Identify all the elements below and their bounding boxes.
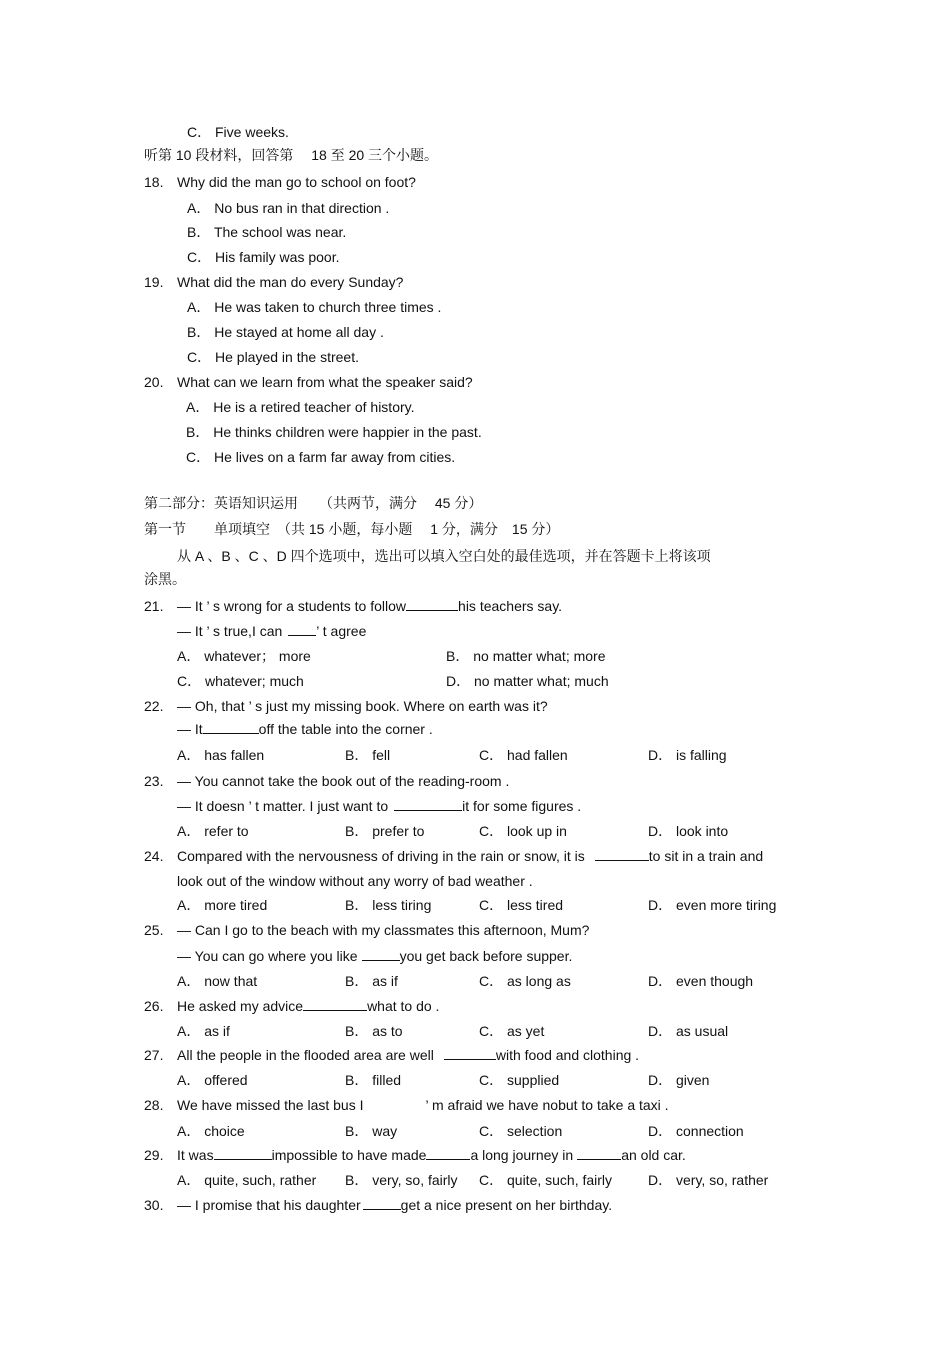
- stem-part: — You can go where you like: [177, 948, 358, 964]
- stem-part: you get back before supper.: [399, 948, 573, 964]
- answer-blank: [362, 947, 400, 961]
- option-b: B． filled: [345, 1072, 402, 1088]
- question-number: 19.: [144, 274, 164, 290]
- stem-part: a long journey in: [470, 1147, 574, 1163]
- answer-blank: [444, 1046, 496, 1060]
- stem-part: what to do .: [367, 998, 440, 1014]
- option-b: B． as to: [345, 1023, 403, 1039]
- option-a: A． No bus ran in that direction .: [187, 200, 390, 216]
- stem-part: an old car.: [621, 1147, 686, 1163]
- stem-part: He asked my advice: [177, 998, 304, 1014]
- option-a: A． quite, such, rather: [177, 1172, 317, 1188]
- question-stem: What did the man do every Sunday?: [177, 274, 404, 290]
- answer-blank: [203, 720, 259, 734]
- question-number: 22.: [144, 698, 164, 714]
- question-line-2: [177, 720, 433, 738]
- option-c: C． He played in the street.: [187, 349, 359, 365]
- option-c: C． His family was poor.: [187, 249, 340, 265]
- stem-part: — It ’ s true,I can: [177, 623, 283, 639]
- option-b: B． The school was near.: [187, 224, 347, 240]
- option-d: D． connection: [648, 1123, 744, 1139]
- section-one-heading: 第一节 单项填空 （共 15 小题，每小题 1 分，满分 15 分）: [144, 521, 560, 537]
- question-line-1: [177, 847, 763, 865]
- option-d: D． is falling: [648, 747, 727, 763]
- stem-part: ’ t agree: [316, 623, 367, 639]
- option-d: D． very, so, rather: [648, 1172, 769, 1188]
- stem-part: — I promise that his daughter: [177, 1197, 361, 1213]
- question-line-2: [177, 797, 581, 815]
- question-number: 28.: [144, 1097, 164, 1113]
- option-b: B． very, so, fairly: [345, 1172, 458, 1188]
- option-a: A． He is a retired teacher of history.: [186, 399, 415, 415]
- question-line-1: [177, 997, 439, 1015]
- question-line-1: [177, 1146, 686, 1164]
- q17-option-c: C． Five weeks.: [187, 124, 289, 140]
- question-number: 27.: [144, 1047, 164, 1063]
- answer-blank: [595, 847, 649, 861]
- option-c: C． less tired: [479, 897, 564, 913]
- question-number: 24.: [144, 848, 164, 864]
- stem-part: with food and clothing .: [495, 1047, 640, 1063]
- question-number: 25.: [144, 922, 164, 938]
- option-d: D． even though: [648, 973, 754, 989]
- instruction-line-1: 从 A 、B 、C 、D 四个选项中，选出可以填入空白处的最佳选项，并在答题卡上将该项: [177, 548, 711, 564]
- option-c: C． as yet: [479, 1023, 545, 1039]
- option-b: B． as if: [345, 973, 398, 989]
- option-c: C． look up in: [479, 823, 567, 839]
- question-line-1: — You cannot take the book out of the reading-room .: [177, 773, 510, 789]
- stem-part: but to take a taxi .: [558, 1097, 669, 1113]
- answer-blank: [394, 797, 462, 811]
- option-b: B． He stayed at home all day .: [187, 324, 384, 340]
- stem-part: — It ’ s wrong for a students to follow: [177, 598, 407, 614]
- stem-part: ’ m afraid we have no: [425, 1097, 559, 1113]
- option-d: D． no matter what; much: [446, 673, 609, 689]
- stem-part: — It: [177, 721, 203, 737]
- answer-blank: [363, 1196, 401, 1210]
- option-d: D． look into: [648, 823, 729, 839]
- part-two-heading: 第二部分：英语知识运用 （共两节，满分 45 分）: [144, 495, 483, 511]
- question-stem: Why did the man go to school on foot?: [177, 174, 416, 190]
- option-d: D． as usual: [648, 1023, 729, 1039]
- question-stem: What can we learn from what the speaker said?: [177, 374, 473, 390]
- stem-part: off the table into the corner .: [258, 721, 433, 737]
- stem-part: it for some figures .: [462, 798, 582, 814]
- question-line-2: [177, 947, 572, 965]
- stem-part: We have missed the last bus I: [177, 1097, 364, 1113]
- answer-blank: [288, 622, 316, 636]
- question-line-1: — Oh, that ’ s just my missing book. Where on earth was it?: [177, 698, 548, 714]
- option-b: B． He thinks children were happier in the past.: [186, 424, 482, 440]
- stem-part: Compared with the nervousness of driving in the rain or snow, it is: [177, 848, 585, 864]
- answer-blank: [303, 997, 367, 1011]
- option-c: C． whatever; much: [177, 673, 304, 689]
- stem-part: It was: [177, 1147, 214, 1163]
- question-number: 30.: [144, 1197, 164, 1213]
- option-a: A． now that: [177, 973, 258, 989]
- option-a: A． whatever； more: [177, 648, 311, 664]
- stem-part: — It doesn ’ t matter. I just want to: [177, 798, 389, 814]
- option-b: B． fell: [345, 747, 391, 763]
- question-number: 20.: [144, 374, 164, 390]
- stem-part: to sit in a train and: [648, 848, 764, 864]
- option-c: C． quite, such, fairly: [479, 1172, 613, 1188]
- question-line-1: [177, 1196, 612, 1214]
- option-c: C． had fallen: [479, 747, 568, 763]
- option-b: B． prefer to: [345, 823, 425, 839]
- option-a: A． offered: [177, 1072, 248, 1088]
- option-c: C． He lives on a farm far away from cities.: [186, 449, 456, 465]
- option-a: A． refer to: [177, 823, 249, 839]
- option-b: B． way: [345, 1123, 398, 1139]
- option-d: D． given: [648, 1072, 710, 1088]
- question-number: 29.: [144, 1147, 164, 1163]
- option-d: D． even more tiring: [648, 897, 777, 913]
- option-a: A． as if: [177, 1023, 230, 1039]
- question-line-2: [177, 622, 366, 640]
- option-c: C． selection: [479, 1123, 563, 1139]
- stem-part: get a nice present on her birthday.: [400, 1197, 613, 1213]
- answer-blank: [406, 597, 458, 611]
- option-a: A． He was taken to church three times .: [187, 299, 442, 315]
- question-line-1: [177, 1046, 639, 1064]
- answer-blank: [577, 1146, 621, 1160]
- answer-blank: [214, 1146, 272, 1160]
- question-number: 23.: [144, 773, 164, 789]
- question-line-2: look out of the window without any worry of bad weather .: [177, 873, 533, 889]
- question-line-1: [177, 1096, 669, 1114]
- question-number: 18.: [144, 174, 164, 190]
- question-line-1: [177, 597, 562, 615]
- instruction-line-2: 涂黑。: [144, 571, 186, 587]
- question-line-1: — Can I go to the beach with my classmates this afternoon, Mum?: [177, 922, 590, 938]
- stem-part: his teachers say.: [458, 598, 563, 614]
- option-c: C． as long as: [479, 973, 571, 989]
- option-a: A． choice: [177, 1123, 245, 1139]
- option-b: B． less tiring: [345, 897, 432, 913]
- option-c: C． supplied: [479, 1072, 560, 1088]
- option-b: B． no matter what; more: [446, 648, 606, 664]
- option-a: A． has fallen: [177, 747, 265, 763]
- stem-part: impossible to have made: [271, 1147, 427, 1163]
- answer-blank: [426, 1146, 470, 1160]
- stem-part: All the people in the flooded area are well: [177, 1047, 434, 1063]
- question-number: 21.: [144, 598, 164, 614]
- option-a: A． more tired: [177, 897, 268, 913]
- question-number: 26.: [144, 998, 164, 1014]
- listening-instruction-10: 听第 10 段材料，回答第 18 至 20 三个小题。: [144, 147, 439, 163]
